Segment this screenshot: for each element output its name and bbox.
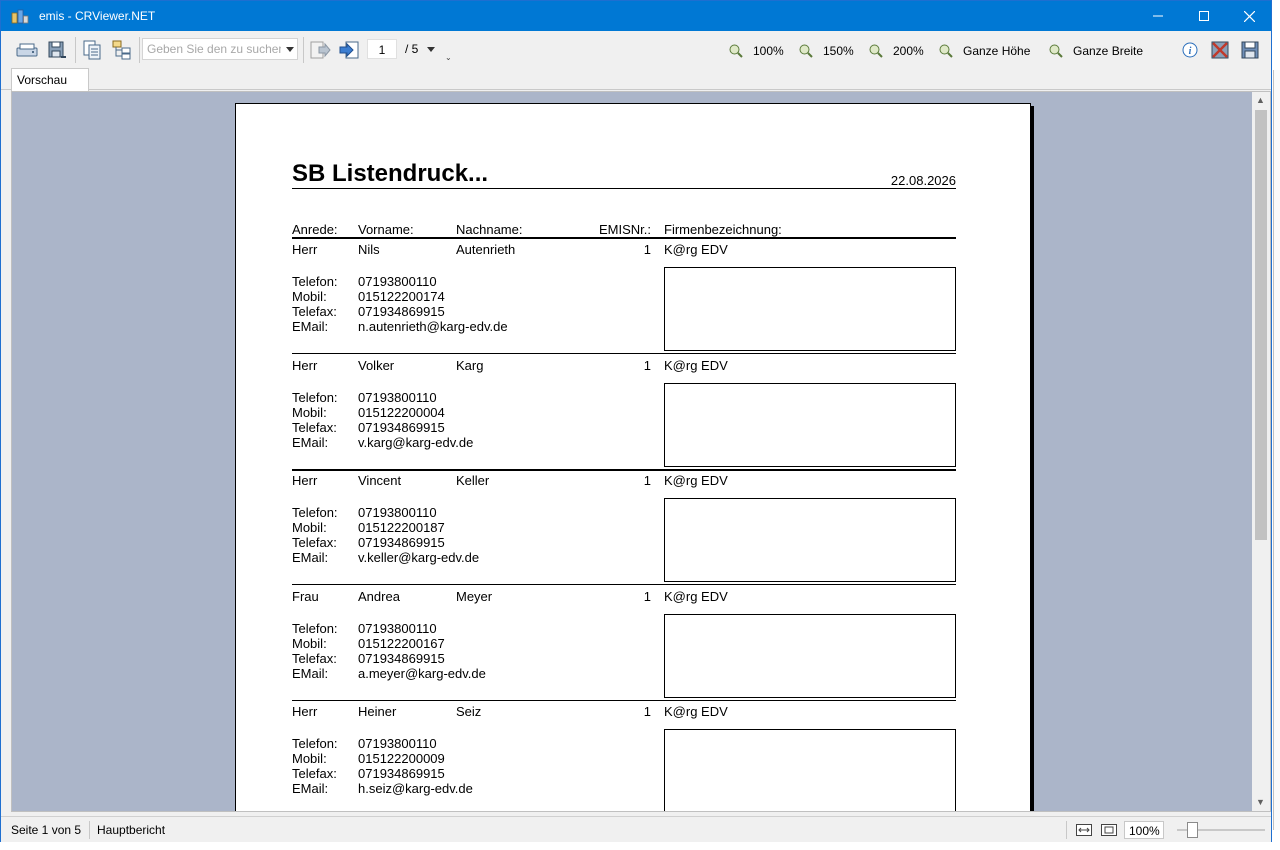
record-note-box: [664, 383, 956, 467]
chevron-down-icon[interactable]: [286, 47, 294, 52]
record-label-telefax: Telefax:: [292, 650, 337, 666]
tab-strip: [1, 68, 1271, 90]
toolbar-separator: [139, 37, 140, 63]
record-emisnr: 1: [643, 357, 651, 373]
title-rule: [292, 188, 956, 189]
tab-preview-label: Vorschau: [17, 73, 68, 87]
record-separator: [292, 353, 956, 354]
record-nachname: Autenrieth: [456, 242, 516, 257]
record-label-telefon: Telefon:: [292, 505, 338, 520]
record-label-telefon: Telefon:: [292, 736, 338, 751]
window-title: emis - CRViewer.NET: [39, 9, 156, 23]
record-telefon: 07193800110: [358, 389, 437, 405]
record-label-email: EMail:: [292, 550, 329, 565]
fit-width-icon: [1076, 824, 1092, 836]
record-telefax: 071934869915: [358, 304, 445, 319]
record-firma: K@rg EDV: [664, 357, 728, 373]
record-mobil: 015122200167: [358, 635, 445, 651]
record-vorname: Andrea: [358, 588, 400, 604]
close-button[interactable]: [1226, 1, 1272, 31]
record-label-telefax: Telefax:: [292, 535, 337, 550]
zoom-slider-thumb[interactable]: [1187, 822, 1198, 838]
status-separator: [89, 821, 90, 839]
header-vorname: Vorname:: [358, 222, 414, 237]
next-page-icon: [339, 41, 361, 59]
fit-page-button[interactable]: [1100, 822, 1118, 838]
status-bar: [1, 816, 1271, 842]
title-bar[interactable]: [1, 1, 1271, 31]
group-tree-icon: [112, 40, 132, 60]
toolbar: [1, 31, 1271, 68]
record-label-telefon: Telefon:: [292, 620, 338, 636]
save-icon: [1241, 41, 1259, 59]
fit-page-icon: [1101, 824, 1117, 836]
record-separator: [292, 700, 956, 701]
record-vorname: Nils: [358, 242, 380, 257]
maximize-icon: [1199, 11, 1209, 21]
record-email: h.seiz@karg-edv.de: [358, 781, 473, 796]
search-combobox[interactable]: [142, 38, 298, 60]
header-emisnr: EMISNr.:: [599, 222, 652, 237]
header-firma: Firmenbezeichnung:: [664, 222, 782, 237]
record-firma: K@rg EDV: [664, 242, 728, 257]
record-emisnr: 1: [643, 588, 651, 604]
status-report-name: Hauptbericht: [97, 823, 166, 837]
record-label-telefax: Telefax:: [292, 304, 337, 319]
zoom-full-height-label: Ganze Höhe: [963, 44, 1031, 58]
record-label-mobil: Mobil:: [292, 751, 327, 766]
zoom-full-width-button[interactable]: [1049, 42, 1143, 60]
page-total-label: / 5: [405, 42, 419, 56]
print-icon: [47, 40, 67, 60]
report-viewport[interactable]: [11, 91, 1271, 812]
record-anrede: Herr: [292, 357, 318, 373]
record-label-email: EMail:: [292, 434, 329, 450]
record-note-box: [664, 614, 956, 698]
record-telefax: 071934869915: [358, 650, 445, 666]
record-note-box: [664, 498, 956, 582]
close-report-icon: [1211, 41, 1229, 59]
print-button[interactable]: [45, 39, 69, 61]
record-mobil: 015122200174: [358, 289, 445, 304]
record-email: v.karg@karg-edv.de: [358, 434, 474, 450]
scroll-up-icon[interactable]: ▲: [1256, 95, 1265, 105]
svg-text:i: i: [1188, 46, 1192, 57]
zoom-200-button[interactable]: [869, 42, 924, 60]
record-nachname: Keller: [456, 473, 490, 488]
page-dropdown-icon[interactable]: [427, 47, 435, 52]
header-anrede: Anrede:: [292, 222, 338, 237]
record-label-telefax: Telefax:: [292, 766, 337, 781]
record-separator: [292, 469, 956, 471]
record-nachname: Seiz: [456, 704, 482, 719]
record-emisnr: 1: [643, 242, 651, 257]
zoom-full-height-button[interactable]: [939, 42, 1030, 60]
maximize-button[interactable]: [1181, 1, 1227, 31]
first-page-icon: [309, 41, 331, 59]
record-telefon: 07193800110: [358, 505, 437, 520]
toolbar-separator: [75, 37, 76, 63]
record-anrede: Herr: [292, 704, 318, 719]
record-firma: K@rg EDV: [664, 704, 728, 719]
zoom-100-label: 100%: [753, 44, 784, 58]
background-window-edge: [1273, 70, 1280, 830]
record-telefax: 071934869915: [358, 535, 445, 550]
zoom-200-label: 200%: [893, 44, 924, 58]
record-label-telefon: Telefon:: [292, 274, 338, 289]
close-report-button[interactable]: [1210, 40, 1230, 60]
zoom-150-button[interactable]: [799, 42, 854, 60]
record-email: a.meyer@karg-edv.de: [358, 665, 486, 681]
record-emisnr: 1: [643, 704, 651, 719]
zoom-icon: [799, 44, 813, 58]
zoom-icon: [939, 44, 953, 58]
header-rule: [292, 237, 956, 239]
report-date: 22.08.2026: [890, 173, 956, 188]
group-tree-button[interactable]: [110, 39, 134, 61]
record-email: v.keller@karg-edv.de: [358, 550, 480, 565]
search-input[interactable]: [147, 41, 281, 57]
scrollbar-thumb[interactable]: [1255, 110, 1267, 540]
record-firma: K@rg EDV: [664, 473, 728, 488]
header-nachname: Nachname:: [456, 222, 523, 237]
report-title: SB Listendruck...: [292, 160, 489, 187]
first-page-button[interactable]: [307, 39, 333, 61]
record-anrede: Herr: [292, 473, 318, 488]
record-note-box: [664, 729, 956, 812]
record-telefax: 071934869915: [358, 419, 445, 435]
export-button[interactable]: [15, 40, 39, 60]
record-label-email: EMail:: [292, 781, 329, 796]
record-telefon: 07193800110: [358, 274, 437, 289]
record-telefon: 07193800110: [358, 736, 437, 751]
record-vorname: Vincent: [358, 473, 402, 488]
record-anrede: Frau: [292, 588, 319, 604]
info-icon: [1182, 42, 1198, 58]
record-firma: K@rg EDV: [664, 588, 728, 604]
record-label-mobil: Mobil:: [292, 635, 327, 651]
copy-icon: [83, 40, 101, 60]
record-note-box: [664, 267, 956, 351]
minimize-button[interactable]: [1135, 1, 1181, 31]
toolbar-separator: [303, 37, 304, 63]
report-page: [235, 103, 1031, 812]
copy-button[interactable]: [81, 39, 103, 61]
record-anrede: Herr: [292, 242, 318, 257]
zoom-100-button[interactable]: [729, 42, 784, 60]
record-vorname: Heiner: [358, 704, 397, 719]
export-icon: [16, 42, 38, 58]
app-icon: [11, 8, 29, 24]
info-button[interactable]: [1181, 41, 1199, 59]
record-label-telefax: Telefax:: [292, 419, 337, 435]
zoom-level-field[interactable]: 100%: [1124, 821, 1164, 839]
record-label-email: EMail:: [292, 319, 329, 334]
record-mobil: 015122200009: [358, 751, 445, 766]
status-separator: [1066, 821, 1067, 839]
record-nachname: Meyer: [456, 588, 493, 604]
record-label-email: EMail:: [292, 665, 329, 681]
scroll-down-icon[interactable]: ▼: [1256, 797, 1265, 807]
record-telefax: 071934869915: [358, 766, 445, 781]
zoom-icon: [869, 44, 883, 58]
zoom-full-width-label: Ganze Breite: [1073, 44, 1144, 58]
record-label-mobil: Mobil:: [292, 289, 327, 304]
record-mobil: 015122200004: [358, 404, 445, 420]
minimize-icon: [1153, 11, 1163, 21]
vertical-scrollbar[interactable]: [1252, 92, 1270, 811]
record-telefon: 07193800110: [358, 620, 437, 636]
record-label-mobil: Mobil:: [292, 404, 327, 420]
record-nachname: Karg: [456, 357, 484, 373]
record-mobil: 015122200187: [358, 520, 445, 535]
current-page-input[interactable]: 1: [367, 39, 397, 59]
save-button[interactable]: [1240, 40, 1260, 60]
tab-preview[interactable]: [11, 68, 89, 91]
record-vorname: Volker: [358, 357, 395, 373]
zoom-150-label: 150%: [823, 44, 854, 58]
record-email: n.autenrieth@karg-edv.de: [358, 319, 508, 334]
record-separator: [292, 584, 956, 585]
fit-width-button[interactable]: [1075, 822, 1093, 838]
record-label-telefon: Telefon:: [292, 389, 338, 405]
status-page-info: Seite 1 von 5: [11, 823, 82, 837]
zoom-icon: [729, 44, 743, 58]
toolbar-overflow-icon[interactable]: ⌄: [445, 53, 452, 62]
next-page-button[interactable]: [337, 39, 363, 61]
record-emisnr: 1: [643, 473, 651, 488]
zoom-icon: [1049, 44, 1063, 58]
record-label-mobil: Mobil:: [292, 520, 327, 535]
close-icon: [1244, 11, 1255, 22]
